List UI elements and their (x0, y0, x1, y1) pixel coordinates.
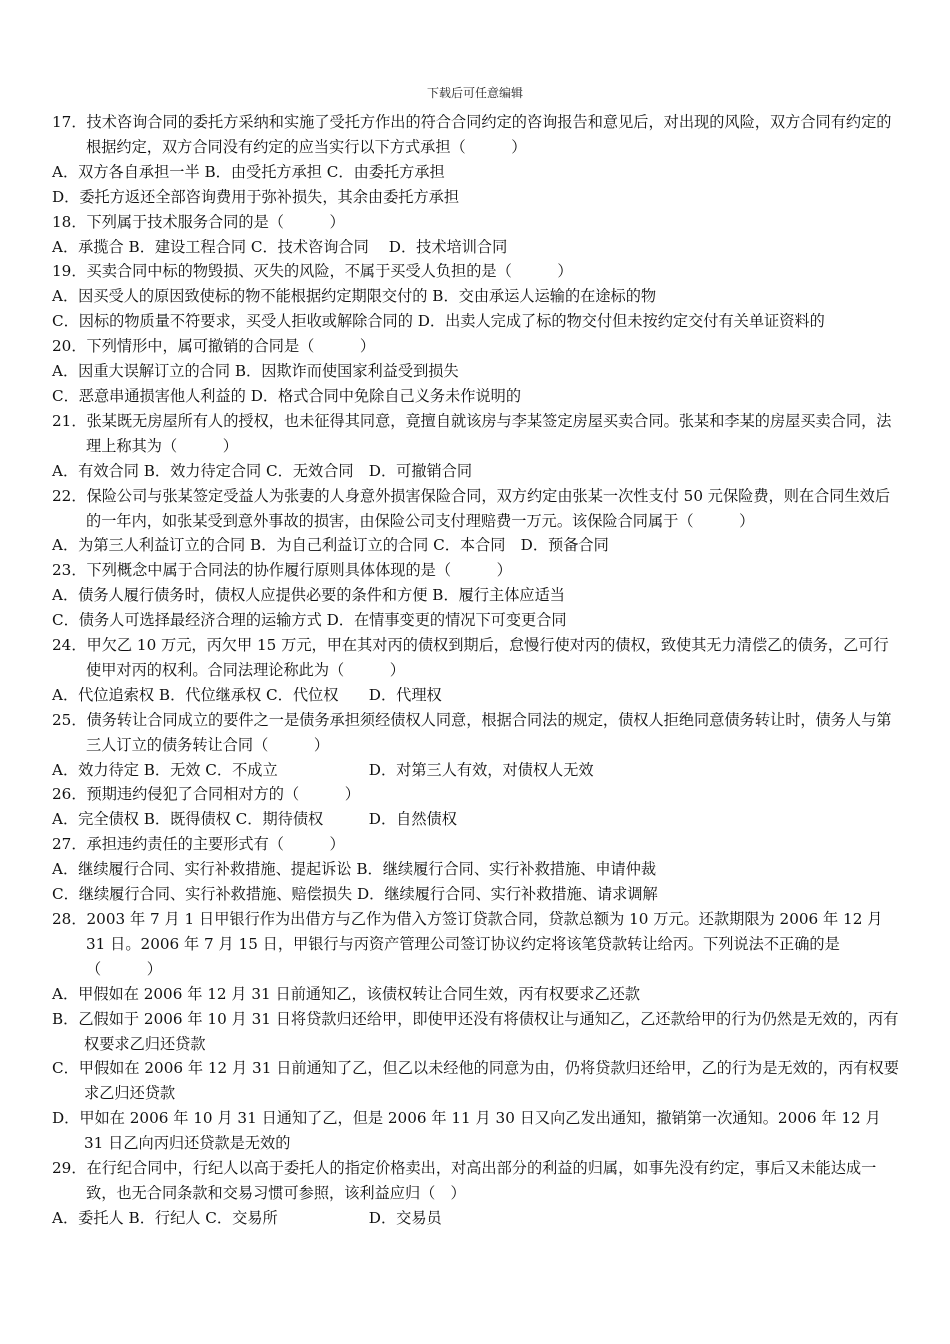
question-21: 21．张某既无房屋所有人的授权，也未征得其同意，竟擅自就该房与李某签定房屋买卖合同。张某和李某的房屋买卖合同，法理上称其为（ ） (52, 411, 892, 455)
options-26: A．完全债权 B．既得债权 C．期待债权 D．自然债权 (52, 810, 457, 829)
options-20-ab: A．因重大误解订立的合同 B．因欺诈而使国家利益受到损失 (52, 362, 459, 381)
question-29: 29．在行纪合同中，行纪人以高于委托人的指定价格卖出，对高出部分的利益的归属，如事先没有约定，事后又未能达成一致，也无合同条款和交易习惯可参照，该利益应归（ ） (52, 1159, 877, 1202)
options-22: A．为第三人利益订立的合同 B．为自己利益订立的合同 C．本合同 D．预备合同 (52, 536, 609, 555)
options-27-cd: C．继续履行合同、实行补救措施、赔偿损失 D．继续履行合同、实行补救措施、请求调解 (52, 885, 658, 904)
options-17-abc: A．双方各自承担一半 B．由受托方承担 C．由委托方承担 (52, 162, 445, 181)
option-28-c: C．甲假如在 2006 年 12 月 31 日前通知了乙，但乙以未经他的同意为由，仍将贷款归还给甲，乙的行为是无效的，丙有权要求乙归还贷款 (52, 1059, 899, 1103)
question-25: 25．债务转让合同成立的要件之一是债务承担须经债权人同意，根据合同法的规定，债权人拒绝同意债务转让时，债务人与第三人订立的债务转让合同（ ） (52, 710, 892, 754)
option-28-d: D．甲如在 2006 年 10 月 31 日通知了乙，但是 2006 年 11 月 30 日又向乙发出通知，撤销第一次通知。2006 年 12 月 31 日乙向丙归还贷款是无效的 (52, 1109, 881, 1153)
question-27: 27．承担违约责任的主要形式有（ ） (52, 835, 345, 854)
document-body (52, 110, 902, 1231)
options-25: A．效力待定 B．无效 C．不成立 D．对第三人有效，对债权人无效 (52, 760, 594, 779)
question-17: 17．技术咨询合同的委托方采纳和实施了受托方作出的符合合同约定的咨询报告和意见后，对出现的风险，双方合同有约定的根据约定，双方合同没有约定的应当实行以下方式承担（ ） (52, 113, 892, 156)
options-23-ab: A．债务人履行债务时，债权人应提供必要的条件和方便 B．履行主体应适当 (52, 586, 565, 605)
options-24: A．代位追索权 B．代位继承权 C．代位权 D．代理权 (52, 685, 442, 704)
option-28-b: B．乙假如于 2006 年 10 月 31 日将贷款归还给甲，即使甲还没有将债权让与通知乙，乙还款给甲的行为仍然是无效的，丙有权要求乙归还贷款 (52, 1009, 899, 1053)
options-27-ab: A．继续履行合同、实行补救措施、提起诉讼 B．继续履行合同、实行补救措施、申请仲裁 (52, 860, 657, 879)
options-23-cd: C．债务人可选择最经济合理的运输方式 D．在情事变更的情况下可变更合同 (52, 611, 567, 630)
question-23: 23．下列概念中属于合同法的协作履行原则具体体现的是（ ） (52, 561, 512, 580)
options-21: A．有效合同 B．效力待定合同 C．无效合同 D．可撤销合同 (52, 461, 473, 480)
question-24: 24．甲欠乙 10 万元，丙欠甲 15 万元，甲在其对丙的债权到期后，怠慢行使对丙的债权，致使其无力清偿乙的债务，乙可行使甲对丙的权利。合同法理论称此为（ ） (52, 636, 889, 679)
question-26: 26．预期违约侵犯了合同相对方的（ ） (52, 785, 360, 804)
question-20: 20．下列情形中，属可撤销的合同是（ ） (52, 337, 376, 356)
options-29: A．委托人 B．行纪人 C．交易所 D．交易员 (52, 1208, 442, 1227)
question-28: 28．2003 年 7 月 1 日甲银行作为出借方与乙作为借入方签订贷款合同，贷款总额为 10 万元。还款期限为 2006 年 12 月 31 日。2006 年 7 月 15 日，甲银行与丙资产管理公司签订协议约定将该笔贷款转让给丙。下列说法不正确的是（ ） (52, 910, 883, 978)
options-19-ab: A．因买受人的原因致使标的物不能根据约定期限交付的 B．交由承运人运输的在途标的物 (52, 287, 657, 306)
options-19-cd: C．因标的物质量不符要求，买受人拒收或解除合同的 D．出卖人完成了标的物交付但未按约定交付有关单证资料的 (52, 312, 825, 331)
question-19: 19．买卖合同中标的物毁损、灭失的风险，不属于买受人负担的是（ ） (52, 262, 573, 281)
page-header: 下载后可任意编辑 (426, 86, 523, 100)
question-22: 22．保险公司与张某签定受益人为张妻的人身意外损害保险合同，双方约定由张某一次性支付 50 元保险费，则在合同生效后的一年内，如张某受到意外事故的损害，由保险公司支付理赔费一万元。该保险合同属于（ ） (52, 486, 891, 530)
question-18: 18．下列属于技术服务合同的是（ ） (52, 212, 345, 231)
options-17-d: D．委托方返还全部咨询费用于弥补损失，其余由委托方承担 (52, 187, 460, 206)
options-18: A．承揽合 B．建设工程合同 C．技术咨询合同 D．技术培训合同 (52, 237, 508, 256)
options-20-cd: C．恶意串通损害他人利益的 D．格式合同中免除自己义务未作说明的 (52, 386, 522, 405)
option-28-a: A．甲假如在 2006 年 12 月 31 日前通知乙，该债权转让合同生效，丙有权要求乙还款 (52, 984, 641, 1003)
